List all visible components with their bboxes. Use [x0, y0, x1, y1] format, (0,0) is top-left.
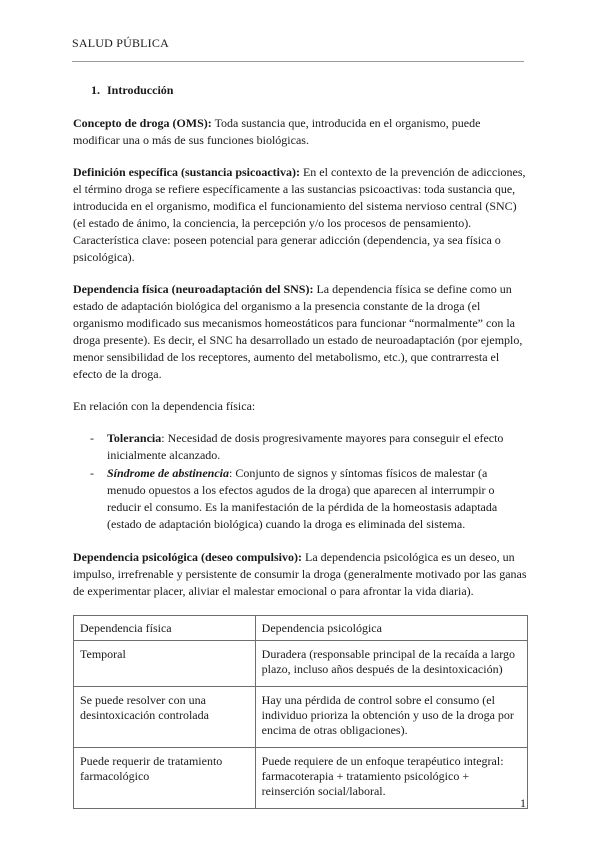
list-item — [73, 430, 528, 464]
section-number: 1. — [91, 83, 100, 97]
text-abstinencia: : Conjunto de signos y síntomas físicos de malestar (a menudo opuestos a los efectos agudos de la droga) que aparecen al interrumpir o reducir el consumo. Es la manifestación de la pérdida de la homeostasis adaptada (estado de adaptación biológica) cuando la droga es eliminada del sistema. — [107, 466, 498, 531]
paragraph-dependencia-fisica — [73, 281, 528, 383]
page-number: 1 — [520, 796, 526, 810]
term-dependencia-psicologica: Dependencia psicológica (deseo compulsivo): — [73, 550, 302, 564]
paragraph-concepto — [73, 115, 528, 149]
term-abstinencia: Síndrome de abstinencia — [107, 466, 230, 480]
table-cell: Se puede resolver con una desintoxicación controlada — [74, 687, 256, 748]
paragraph-dependencia-psicologica — [73, 549, 528, 600]
table-row — [74, 748, 528, 809]
header-fisica: Dependencia física — [74, 616, 256, 641]
list-item — [73, 465, 528, 533]
table-cell: Puede requerir de tratamiento farmacológico — [74, 748, 256, 809]
table-cell: Temporal — [74, 641, 256, 687]
paragraph-definicion — [73, 164, 528, 266]
page-content — [73, 82, 528, 809]
table-cell: Hay una pérdida de control sobre el consumo (el individuo prioriza la obtención y uso de la droga por encima de otras obligaciones). — [255, 687, 527, 748]
text-concepto: Toda sustancia que, introducida en el organismo, puede modificar una o más de sus funciones biológicas. — [73, 116, 481, 147]
comparison-table — [73, 615, 528, 809]
dash-marker: - — [90, 431, 94, 445]
section-heading — [91, 82, 528, 99]
term-tolerancia: Tolerancia — [107, 431, 162, 445]
header-psicologica: Dependencia psicológica — [255, 616, 527, 641]
text-dependencia-fisica: La dependencia física se define como un estado de adaptación biológica del organismo a la presencia constante de la droga (el organismo modificado sus mecanismos homeostáticos para funcionar “normalmente” con la droga presente). Es decir, el SNC ha desarrollado un estado de neuroadaptación (por ejemplo, menor sensibilidad de los receptores, aumento del metabolismo, etc.), que contrarresta el efecto de la droga. — [73, 282, 523, 381]
term-dependencia-fisica: Dependencia física (neuroadaptación del SNS): — [73, 282, 314, 296]
page-header: SALUD PÚBLICA — [72, 36, 169, 50]
dash-marker: - — [90, 466, 94, 480]
text-tolerancia: : Necesidad de dosis progresivamente mayores para conseguir el efecto inicialmente alcanzado. — [107, 431, 504, 462]
table-header-row — [74, 616, 528, 641]
text-dependencia-psicologica: La dependencia psicológica es un deseo, un impulso, irrefrenable y persistente de consumir la droga (generalmente motivado por las ganas de experimentar placer, aliviar el malestar emocional o para afrontar la vida diaria). — [73, 550, 527, 598]
term-concepto: Concepto de droga (OMS): — [73, 116, 212, 130]
table-cell: Duradera (responsable principal de la recaída a largo plazo, incluso años después de la desintoxicación) — [255, 641, 527, 687]
header-divider — [72, 61, 524, 62]
table-row — [74, 687, 528, 748]
section-title: Introducción — [107, 83, 174, 97]
dependence-list — [73, 430, 528, 533]
table-row — [74, 641, 528, 687]
paragraph-relacion: En relación con la dependencia física: — [73, 399, 256, 413]
text-definicion: En el contexto de la prevención de adicciones, el término droga se refiere específicamente a las sustancias psicoactivas: toda sustancia que, introducida en el organismo, modifica el funcionamiento del sistema nervioso central (SNC) (el estado de ánimo, la conciencia, la percepción y/o los procesos de pensamiento). Característica clave: poseen potencial para generar adicción (dependencia, ya sea física o psicológica). — [73, 165, 526, 264]
table-cell: Puede requiere de un enfoque terapéutico integral: farmacoterapia + tratamiento psicológico + reinserción social/laboral. — [255, 748, 527, 809]
term-definicion: Definición específica (sustancia psicoactiva): — [73, 165, 300, 179]
